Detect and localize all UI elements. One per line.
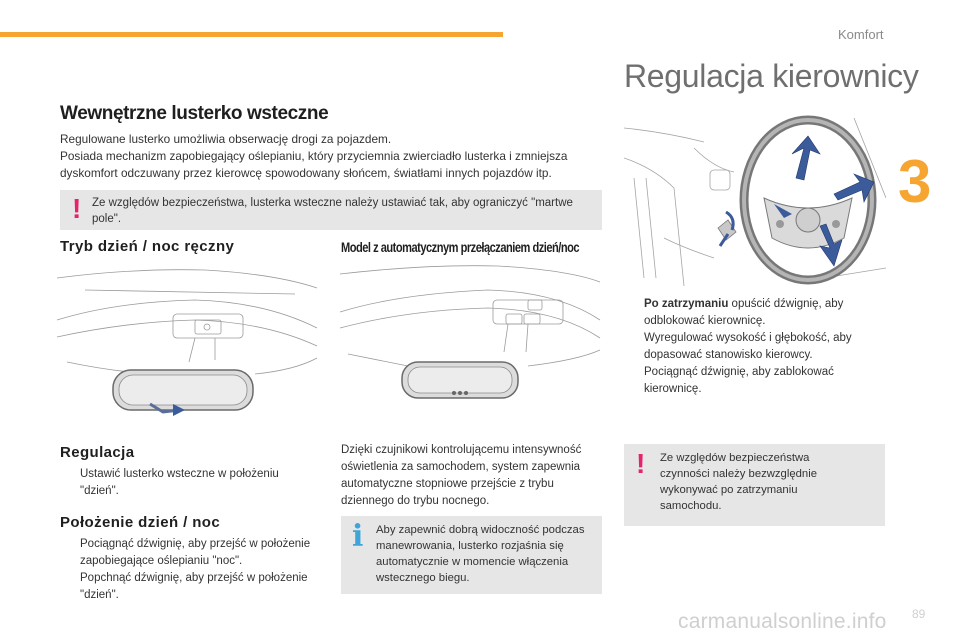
- reverse-info-text: Aby zapewnić dobrą widoczność podczas manewrowania, lusterko rozjaśnia się automatycznie w momencie włączenia wstecznego biegu.: [376, 524, 585, 584]
- list-item: Pociągnąć dźwignię, aby zablokować kierownicę.: [644, 366, 834, 395]
- watermark: carmanualsonline.info: [678, 610, 887, 633]
- adjustment-list: [60, 466, 310, 500]
- warning-icon: !: [72, 193, 82, 224]
- list-item: Po zatrzymaniu opuścić dźwignię, aby odblokować kierownicę.: [644, 298, 844, 327]
- auto-mirror-illustration: [338, 262, 603, 412]
- reverse-info-box: [341, 516, 602, 594]
- steering-section-title: Regulacja kierownicy: [624, 58, 919, 94]
- section-label: Komfort: [838, 27, 884, 42]
- steering-warning-box: [624, 444, 885, 526]
- manual-mirror-illustration: [55, 262, 320, 432]
- steering-warning-text: Ze względów bezpieczeństwa czynności należy bezwzględnie wykonywać po zatrzymaniu samochodu.: [660, 452, 817, 512]
- auto-mode-title: Model z automatycznym przełączaniem dzień/noc: [341, 240, 580, 255]
- list-item: Popchnąć dźwignię, aby przejść w położenie "dzień".: [80, 572, 308, 601]
- mirror-warning-text: Ze względów bezpieczeństwa, lusterka wsteczne należy ustawiać tak, aby ograniczyć "martwe pole".: [92, 197, 573, 225]
- steering-wheel-illustration: [624, 108, 886, 288]
- auto-mode-text: Dzięki czujnikowi kontrolującemu intensywność oświetlenia za samochodem, system zapewnia automatyczne stopniowe przejście z trybu dziennego do trybu nocnego.: [341, 444, 582, 507]
- mirror-intro-line-1: Regulowane lusterko umożliwia obserwację drogi za pojazdem.: [60, 132, 392, 146]
- mirror-intro-line-2: Posiada mechanizm zapobiegający oślepianiu, który przyciemnia zwierciadło lusterka i zmniejsza dyskomfort odczuwany przez kierowcę spowodowany słońcem, światłami innych pojazdów itp.: [60, 149, 568, 180]
- steering-list: [624, 296, 876, 398]
- orange-header-bar: [0, 32, 503, 37]
- warning-icon: !: [636, 448, 646, 479]
- manual-mode-title: Tryb dzień / noc ręczny: [60, 238, 235, 255]
- mirror-section-title: Wewnętrzne lusterko wsteczne: [60, 103, 329, 124]
- mirror-warning-box: [60, 190, 602, 230]
- list-item: Ustawić lusterko wsteczne w położeniu "dzień".: [80, 468, 279, 497]
- chapter-number: 3: [898, 148, 932, 215]
- list-item: Pociągnąć dźwignię, aby przejść w położenie zapobiegające oślepianiu "noc".: [80, 538, 311, 567]
- mirror-intro: [60, 131, 605, 182]
- page-number: 89: [912, 607, 926, 621]
- day-night-list: [60, 536, 318, 604]
- day-night-position-title: Położenie dzień / noc: [60, 514, 221, 531]
- list-item: Wyregulować wysokość i głębokość, aby dopasować stanowisko kierowcy.: [644, 332, 852, 361]
- info-icon: i: [352, 519, 364, 554]
- adjustment-title: Regulacja: [60, 444, 135, 461]
